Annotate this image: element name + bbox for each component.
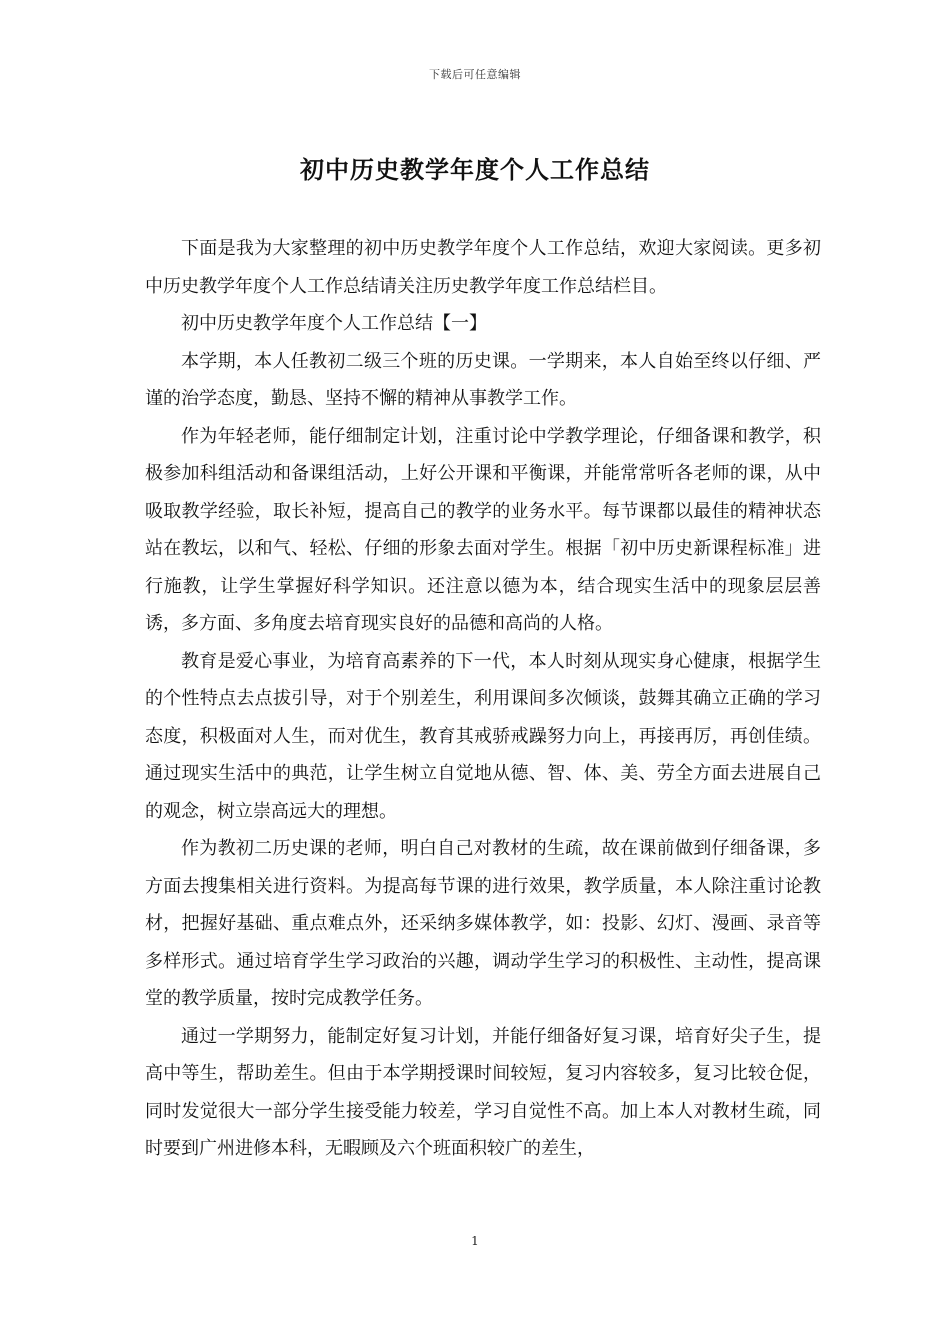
- paragraph-intro: 下面是我为大家整理的初中历史教学年度个人工作总结，欢迎大家阅读。更多初中历史教学年度个人工作总结请关注历史教学年度工作总结栏目。: [145, 238, 821, 297]
- document-body: [145, 230, 821, 1168]
- paragraph: 作为教初二历史课的老师，明白自己对教材的生疏，故在课前做到仔细备课，多方面去搜集相关进行资料。为提高每节课的进行效果，教学质量，本人除注重讨论教材，把握好基础、重点难点外，还采纳多媒体教学，如：投影、幻灯、漫画、录音等多样形式。通过培育学生学习政治的兴趣，调动学生学习的积极性、主动性，提高课堂的教学质量，按时完成教学任务。: [145, 838, 821, 1009]
- page-number: 1: [471, 1234, 479, 1248]
- section-heading: 初中历史教学年度个人工作总结【一】: [181, 313, 487, 334]
- paragraph: 作为年轻老师，能仔细制定计划，注重讨论中学教学理论，仔细备课和教学，积极参加科组活动和备课组活动，上好公开课和平衡课，并能常常听各老师的课，从中吸取教学经验，取长补短，提高自己的教学的业务水平。每节课都以最佳的精神状态站在教坛，以和气、轻松、仔细的形象去面对学生。根据「初中历史新课程标准」进行施教，让学生掌握好科学知识。还注意以德为本，结合现实生活中的现象层层善诱，多方面、多角度去培育现实良好的品德和高尚的人格。: [145, 425, 821, 634]
- header-note: 下载后可任意编辑: [429, 68, 521, 81]
- document-title: 初中历史教学年度个人工作总结: [300, 155, 650, 184]
- paragraph: 本学期，本人任教初二级三个班的历史课。一学期来，本人自始至终以仔细、严谨的治学态度，勤恳、坚持不懈的精神从事教学工作。: [145, 350, 821, 409]
- paragraph: 通过一学期努力，能制定好复习计划，并能仔细备好复习课，培育好尖子生，提高中等生，帮助差生。但由于本学期授课时间较短，复习内容较多，复习比较仓促，同时发觉很大一部分学生接受能力较差，学习自觉性不高。加上本人对教材生疏，同时要到广州进修本科，无暇顾及六个班面积较广的差生，: [145, 1025, 821, 1159]
- paragraph: 教育是爱心事业，为培育高素养的下一代，本人时刻从现实身心健康，根据学生的个性特点去点拔引导，对于个别差生，利用课间多次倾谈，鼓舞其确立正确的学习态度，积极面对人生，而对优生，教育其戒骄戒躁努力向上，再接再厉，再创佳绩。通过现实生活中的典范，让学生树立自觉地从德、智、体、美、劳全方面去进展自己的观念，树立崇高远大的理想。: [145, 650, 821, 822]
